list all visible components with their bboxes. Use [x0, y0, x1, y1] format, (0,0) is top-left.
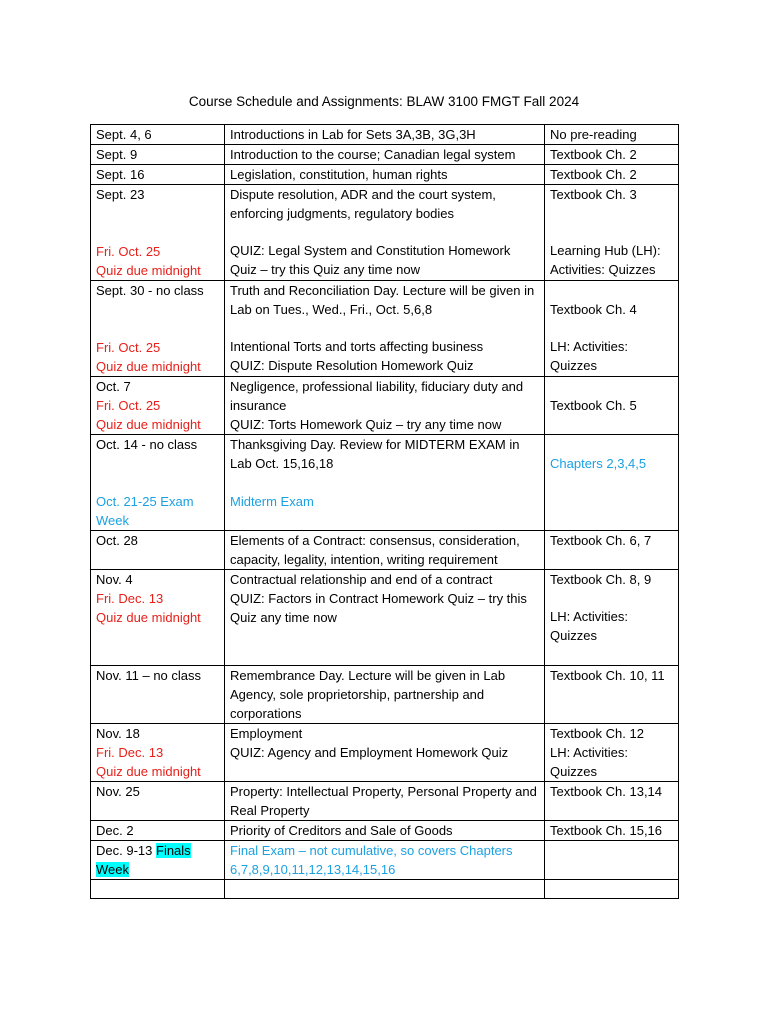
reading-cell: Textbook Ch. 13,14	[545, 782, 679, 821]
topic-text: Negligence, professional liability, fiduciary duty and insurance	[230, 379, 524, 413]
table-row	[91, 724, 679, 782]
reading-cell	[545, 185, 679, 281]
table-row	[91, 841, 679, 880]
empty-cell	[91, 880, 225, 899]
topic-cell: Introductions in Lab for Sets 3A,3B, 3G,3H	[225, 125, 545, 145]
table-row	[91, 281, 679, 377]
reading-text: Textbook Ch. 3	[550, 187, 637, 202]
topic-cell: Introduction to the course; Canadian legal system	[225, 145, 545, 165]
topic-cell	[225, 666, 545, 724]
date-cell	[91, 724, 225, 782]
date-text: Oct. 14 - no class	[96, 437, 198, 452]
topic-cell	[225, 281, 545, 377]
quiz-date: Fri. Oct. 25	[96, 398, 161, 413]
date-cell	[91, 185, 225, 281]
date-cell	[91, 841, 225, 880]
final-exam-cell: Final Exam – not cumulative, so covers Chapters 6,7,8,9,10,11,12,13,14,15,16	[225, 841, 545, 880]
quiz-date: Fri. Oct. 25	[96, 340, 161, 355]
quiz-due: Quiz due midnight	[96, 610, 201, 625]
reading-cell: No pre-reading	[545, 125, 679, 145]
topic-text-2: Agency, sole proprietorship, partnership and corporations	[230, 687, 485, 721]
date-cell	[91, 435, 225, 531]
empty-cell	[545, 880, 679, 899]
topic-cell	[225, 185, 545, 281]
date-cell: Sept. 4, 6	[91, 125, 225, 145]
reading-cell: Textbook Ch. 2	[545, 145, 679, 165]
schedule-table	[90, 124, 679, 899]
learning-hub-text: LH: Activities: Quizzes	[550, 745, 629, 779]
table-row	[91, 165, 679, 185]
table-row	[91, 821, 679, 841]
topic-text: Dispute resolution, ADR and the court system, enforcing judgments, regulatory bodies	[230, 187, 496, 221]
reading-cell	[545, 724, 679, 782]
table-row	[91, 125, 679, 145]
topic-text: Contractual relationship and end of a contract	[230, 572, 493, 587]
date-cell: Oct. 28	[91, 531, 225, 570]
reading-cell	[545, 570, 679, 666]
finals-week-highlight: Finals Week	[96, 843, 191, 877]
quiz-date: Fri. Oct. 25	[96, 244, 161, 259]
reading-cell: Textbook Ch. 6, 7	[545, 531, 679, 570]
reading-text: Textbook Ch. 12	[550, 726, 644, 741]
quiz-due: Quiz due midnight	[96, 263, 201, 278]
exam-chapters-text: Chapters 2,3,4,5	[550, 456, 647, 471]
table-row	[91, 880, 679, 899]
topic-cell: Priority of Creditors and Sale of Goods	[225, 821, 545, 841]
date-text: Oct. 7	[96, 379, 131, 394]
table-row	[91, 435, 679, 531]
reading-cell	[545, 435, 679, 531]
quiz-date: Fri. Dec. 13	[96, 745, 164, 760]
table-row	[91, 531, 679, 570]
topic-text: Employment	[230, 726, 303, 741]
reading-text: Textbook Ch. 8, 9	[550, 572, 652, 587]
table-row	[91, 666, 679, 724]
empty-cell	[225, 880, 545, 899]
topic-cell	[225, 377, 545, 435]
date-cell	[91, 570, 225, 666]
topic-cell	[225, 724, 545, 782]
topic-cell	[225, 435, 545, 531]
date-cell	[91, 281, 225, 377]
topic-cell: Property: Intellectual Property, Personal Property and Real Property	[225, 782, 545, 821]
table-row	[91, 570, 679, 666]
document-title: Course Schedule and Assignments: BLAW 3100 FMGT Fall 2024	[188, 94, 580, 109]
topic-text-2: Intentional Torts and torts affecting business	[230, 339, 484, 354]
topic-cell: Elements of a Contract: consensus, consideration, capacity, legality, intention, writing requirement	[225, 531, 545, 570]
quiz-text: QUIZ: Dispute Resolution Homework Quiz	[230, 358, 474, 373]
topic-cell: Legislation, constitution, human rights	[225, 165, 545, 185]
topic-text: Truth and Reconciliation Day. Lecture will be given in Lab on Tues., Wed., Fri., Oct. 5,6,8	[230, 283, 535, 317]
quiz-text: QUIZ: Agency and Employment Homework Quiz	[230, 745, 509, 760]
table-row	[91, 185, 679, 281]
date-text: Nov. 18	[96, 726, 140, 741]
table-row	[91, 145, 679, 165]
date-cell	[91, 377, 225, 435]
date-cell: Dec. 2	[91, 821, 225, 841]
quiz-due: Quiz due midnight	[96, 417, 201, 432]
table-row	[91, 377, 679, 435]
reading-cell: Textbook Ch. 15,16	[545, 821, 679, 841]
date-cell: Nov. 25	[91, 782, 225, 821]
date-text: Sept. 23	[96, 187, 145, 202]
date-text: Sept. 30 - no class	[96, 283, 204, 298]
date-text: Dec. 9-13	[96, 843, 153, 858]
reading-cell	[545, 841, 679, 880]
reading-cell: Textbook Ch. 2	[545, 165, 679, 185]
date-cell: Sept. 16	[91, 165, 225, 185]
learning-hub-text: LH: Activities: Quizzes	[550, 609, 629, 643]
midterm-exam-text: Midterm Exam	[230, 494, 314, 509]
quiz-date: Fri. Dec. 13	[96, 591, 164, 606]
date-cell: Nov. 11 – no class	[91, 666, 225, 724]
quiz-text: QUIZ: Torts Homework Quiz – try any time now	[230, 417, 502, 432]
topic-text: Remembrance Day. Lecture will be given in Lab	[230, 668, 506, 683]
quiz-text: QUIZ: Legal System and Constitution Homework Quiz – try this Quiz any time now	[230, 243, 511, 277]
table-row	[91, 782, 679, 821]
reading-cell	[545, 377, 679, 435]
reading-cell: Textbook Ch. 10, 11	[545, 666, 679, 724]
reading-text: Textbook Ch. 4	[550, 302, 637, 317]
quiz-text: QUIZ: Factors in Contract Homework Quiz – try this Quiz any time now	[230, 591, 527, 625]
learning-hub-text: LH: Activities: Quizzes	[550, 339, 629, 373]
topic-text: Thanksgiving Day. Review for MIDTERM EXAM in Lab Oct. 15,16,18	[230, 437, 520, 471]
learning-hub-text: Learning Hub (LH): Activities: Quizzes	[550, 243, 661, 277]
topic-cell	[225, 570, 545, 666]
quiz-due: Quiz due midnight	[96, 359, 201, 374]
quiz-due: Quiz due midnight	[96, 764, 201, 779]
date-cell: Sept. 9	[91, 145, 225, 165]
reading-text: Textbook Ch. 5	[550, 398, 637, 413]
date-text: Nov. 4	[96, 572, 133, 587]
exam-week-text: Oct. 21-25 Exam Week	[96, 494, 194, 528]
reading-cell	[545, 281, 679, 377]
